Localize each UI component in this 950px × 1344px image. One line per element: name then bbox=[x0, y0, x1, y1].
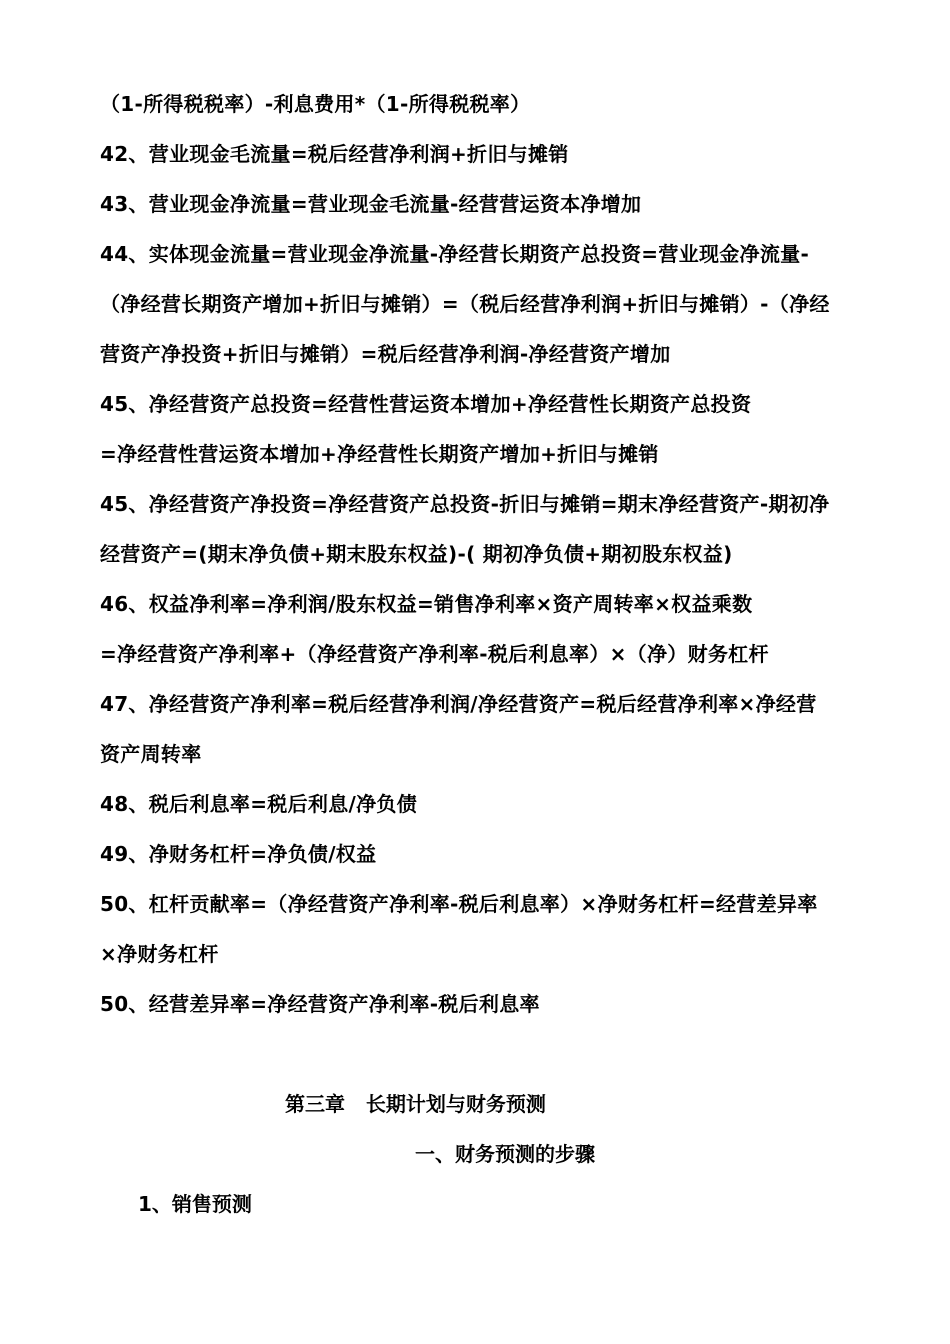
text-line-4: 44、实体现金流量=营业现金净流量-净经营长期资产总投资=营业现金净流量- bbox=[100, 242, 810, 266]
text-line-17: 50、杠杆贡献率=（净经营资产净利率-税后利息率）×净财务杠杆=经营差异率 bbox=[100, 892, 818, 916]
text-line-16: 49、净财务杠杆=净负债/权益 bbox=[100, 842, 377, 866]
text-line-18: ×净财务杠杆 bbox=[100, 942, 219, 966]
text-line-9: 45、净经营资产净投资=净经营资产总投资-折旧与摊销=期末净经营资产-期初净 bbox=[100, 492, 830, 516]
text-line-10: 经营资产=(期末净负债+期末股东权益)-( 期初净负债+期初股东权益) bbox=[100, 542, 733, 566]
text-line-1: （1-所得税税率）-利息费用*（1-所得税税率） bbox=[100, 92, 531, 116]
text-line-19: 50、经营差异率=净经营资产净利率-税后利息率 bbox=[100, 992, 540, 1016]
section-title: 一、财务预测的步骤 bbox=[415, 1142, 595, 1166]
text-line-8: =净经营性营运资本增加+净经营性长期资产增加+折旧与摊销 bbox=[100, 442, 659, 466]
text-line-2: 42、营业现金毛流量=税后经营净利润+折旧与摊销 bbox=[100, 142, 569, 166]
text-line-12: =净经营资产净利率+（净经营资产净利率-税后利息率）×（净）财务杠杆 bbox=[100, 642, 769, 666]
text-line-11: 46、权益净利率=净利润/股东权益=销售净利率×资产周转率×权益乘数 bbox=[100, 592, 753, 616]
text-line-14: 资产周转率 bbox=[100, 742, 202, 766]
text-line-15: 48、税后利息率=税后利息/净负债 bbox=[100, 792, 417, 816]
chapter-title: 第三章 长期计划与财务预测 bbox=[285, 1092, 546, 1116]
text-line-13: 47、净经营资产净利率=税后经营净利润/净经营资产=税后经营净利率×净经营 bbox=[100, 692, 817, 716]
text-line-5: （净经营长期资产增加+折旧与摊销）=（税后经营净利润+折旧与摊销）-（净经 bbox=[100, 292, 830, 316]
text-line-6: 营资产净投资+折旧与摊销）=税后经营净利润-净经营资产增加 bbox=[100, 342, 671, 366]
text-line-7: 45、净经营资产总投资=经营性营运资本增加+净经营性长期资产总投资 bbox=[100, 392, 752, 416]
text-line-3: 43、营业现金净流量=营业现金毛流量-经营营运资本净增加 bbox=[100, 192, 642, 216]
list-item-sales-forecast: 1、销售预测 bbox=[138, 1192, 252, 1216]
